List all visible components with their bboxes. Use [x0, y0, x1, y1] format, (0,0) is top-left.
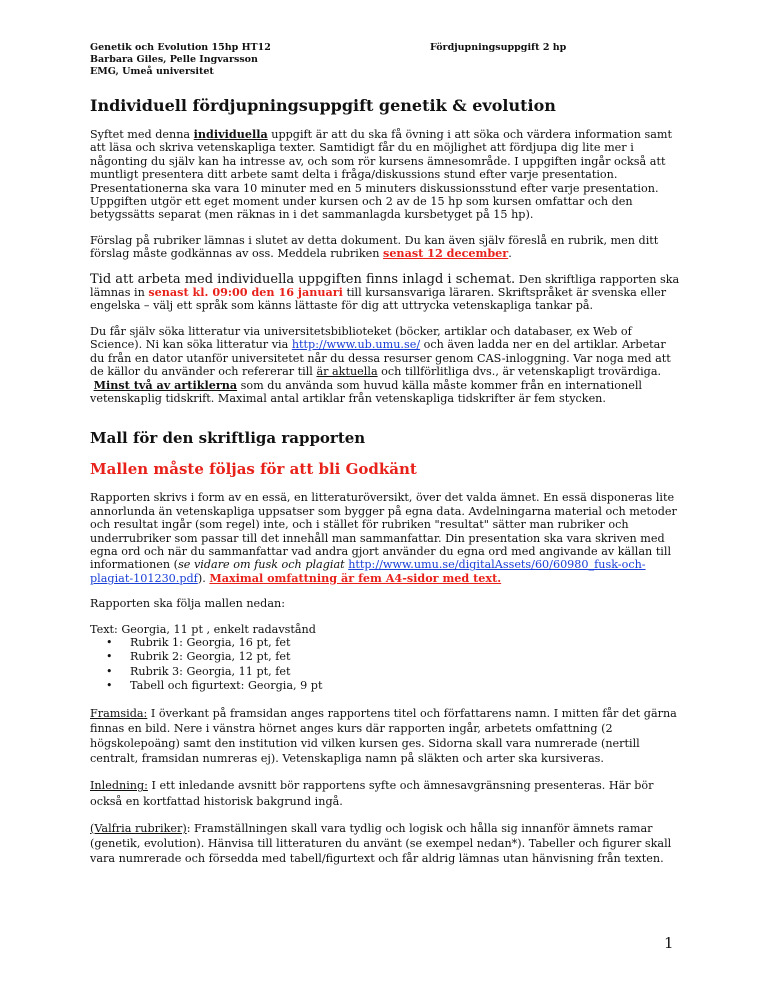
label-inledning: Inledning: — [90, 779, 148, 793]
paragraph-topics — [90, 234, 680, 261]
text-run: och även ladda ner en del artiklar. Arbetar du från en dator utanför universitetet når du dessa resurser genom CAS-inloggning. Var noga med att de källor du använder och refererar till — [90, 338, 671, 379]
document-title: Individuell fördjupningsuppgift genetik & evolution — [90, 96, 556, 115]
header-left — [90, 42, 271, 78]
list-item: • Tabell och figurtext: Georgia, 9 pt — [130, 679, 680, 693]
section-heading-template: Mall för den skriftliga rapporten — [90, 429, 366, 448]
format-text-spec: Text: Georgia, 11 pt , enkelt radavstånd — [90, 622, 316, 636]
paragraph-schedule — [90, 273, 680, 313]
label-valfria: (Valfria rubriker) — [90, 821, 187, 835]
section-heading-must-follow: Mallen måste följas för att bli Godkänt — [90, 460, 417, 479]
text-run: och tillförlitliga dvs., är vetenskapligt trovärdiga. — [377, 365, 662, 379]
text-run: Rapporten skrivs i form av en essä, en litteraturöversikt, över det valda ämnet. En essä disponeras lite annorlunda än vetenskapliga uppsatser som bygger på egna data. Avdelningarna material och metoder och resultat ingår (som regel) inte, och i stället för rubriken "resultat" sätter man rubriker och underrubriker som passar till det innehåll man sammanfattar. Din presentation ska vara skriven med egna ord och när du sammanfattar vad andra gjort använder du egna ord med angivande av källan till informationen ( — [90, 491, 677, 572]
italic-plagiarism: se vidare om fusk och plagiat — [178, 558, 345, 572]
text-run: : Framställningen skall vara tydlig och logisk och hålla sig innanför ämnets ramar (genetik, evolution). Hänvisa till litteraturen du använt (se exempel nedan*). Tabeller och figurer skall vara numrerade och försedda med tabell/figurtext och får aldrig lämnas utan hänvisning från texten. — [90, 821, 672, 866]
paragraph-literature — [90, 325, 680, 405]
emphasis-current: är aktuella — [316, 365, 378, 379]
text-run: ). — [197, 571, 210, 585]
emphasis-two-articles: Minst två av artiklerna — [93, 377, 238, 392]
list-item: • Rubrik 2: Georgia, 12 pt, fet — [130, 650, 680, 664]
text-run: Du får själv söka litteratur via universitetsbiblioteket (böcker, artiklar och databaser, ex Web of Science). Ni kan söka litteratur via — [90, 324, 632, 352]
text-run: uppgift är att du ska få övning i att söka och värdera information samt att läsa och skriva vetenskapliga texter. Samtidigt får du en möjlighet att fördjupa dig lite mer i någonting du själv kan ha intresse av, och som rör kursens ämnesområde. I uppgiften ingår också att muntligt presentera ditt arbete samt delta i fråga/diskussions stund efter varje presentation. Presentationerna ska vara 10 minuter med en 5 minuters diskussionsstund efter varje presentation. Uppgiften utgör ett eget moment under kursen och 2 av de 15 hp som kursen omfattar och den betygssätts separat (men räknas in i det sammanlagda kursbetyget på 15 hp). — [90, 128, 672, 222]
paragraph-inledning — [90, 778, 680, 808]
page-number: 1 — [664, 934, 674, 952]
text-run: till kursansvariga läraren. Skriftspråket är svenska eller engelska – välj ett språk som känns lättaste för dig att uttrycka vetenskapliga tankar på. — [90, 286, 667, 313]
plagiarism-link[interactable]: http://www.umu.se/digitalAssets/60/60980_fusk-och-plagiat-101230.pdf — [90, 558, 646, 585]
header-right: Fördjupningsuppgift 2 hp — [430, 42, 567, 53]
list-item: • Rubrik 1: Georgia, 16 pt, fet — [130, 636, 680, 650]
schedule-lead: Tid att arbeta med individuella uppgiften finns inlagd i schemat. — [90, 271, 516, 287]
header-course: Genetik och Evolution 15hp HT12 — [90, 42, 271, 53]
text-run: Syftet med denna — [90, 128, 194, 141]
document-body — [90, 96, 680, 866]
text-run: . — [508, 247, 512, 261]
paragraph-valfria — [90, 821, 680, 867]
header-authors: Barbara Giles, Pelle Ingvarsson — [90, 54, 258, 65]
text-run: I ett inledande avsnitt bör rapportens syfte och ämnesavgränsning presenteras. Här bör också en kortfattad historisk bakgrund ingå. — [90, 779, 654, 808]
header-department: EMG, Umeå universitet — [90, 66, 214, 77]
text-run: som du använda som huvud källa måste kommer från en internationell vetenskaplig tidskrift. Maximal antal artiklar från vetenskapliga tidskrifter är fem stycken. — [90, 378, 642, 405]
deadline-report: senast kl. 09:00 den 16 januari — [148, 285, 343, 300]
deadline-topic: senast 12 december — [383, 246, 509, 261]
text-run: Den skriftliga rapporten ska lämnas in — [90, 272, 680, 300]
paragraph-framsida — [90, 706, 680, 767]
text-run: Förslag på rubriker lämnas i slutet av detta dokument. Du kan även själv föreslå en rubrik, men ditt förslag måste godkännas av oss. Meddela rubriken — [90, 233, 659, 261]
list-item: • Rubrik 3: Georgia, 11 pt, fet — [130, 665, 680, 679]
library-link[interactable]: http://www.ub.umu.se/ — [291, 338, 421, 352]
paragraph-follow-template: Rapporten ska följa mallen nedan: — [90, 597, 285, 611]
paragraph-purpose — [90, 128, 680, 222]
max-length-notice: Maximal omfattning är fem A4-sidor med text. — [209, 570, 502, 585]
format-list — [90, 636, 680, 694]
emphasis-individual: individuella — [193, 127, 268, 141]
text-run: I överkant på framsidan anges rapportens titel och författarens namn. I mitten får det gärna finnas en bild. Nere i vänstra hörnet anges kurs där rapporten ingår, arbetets omfattning (2 högskolepoäng) samt den institution vid vilken kursen ges. Sidorna skall vara numrerade (nertill centralt, framsidan numreras ej). Vetenskapliga namn på släkten och arter ska kursiveras. — [90, 706, 677, 766]
label-framsida: Framsida: — [90, 706, 148, 720]
paragraph-essay — [90, 491, 680, 585]
